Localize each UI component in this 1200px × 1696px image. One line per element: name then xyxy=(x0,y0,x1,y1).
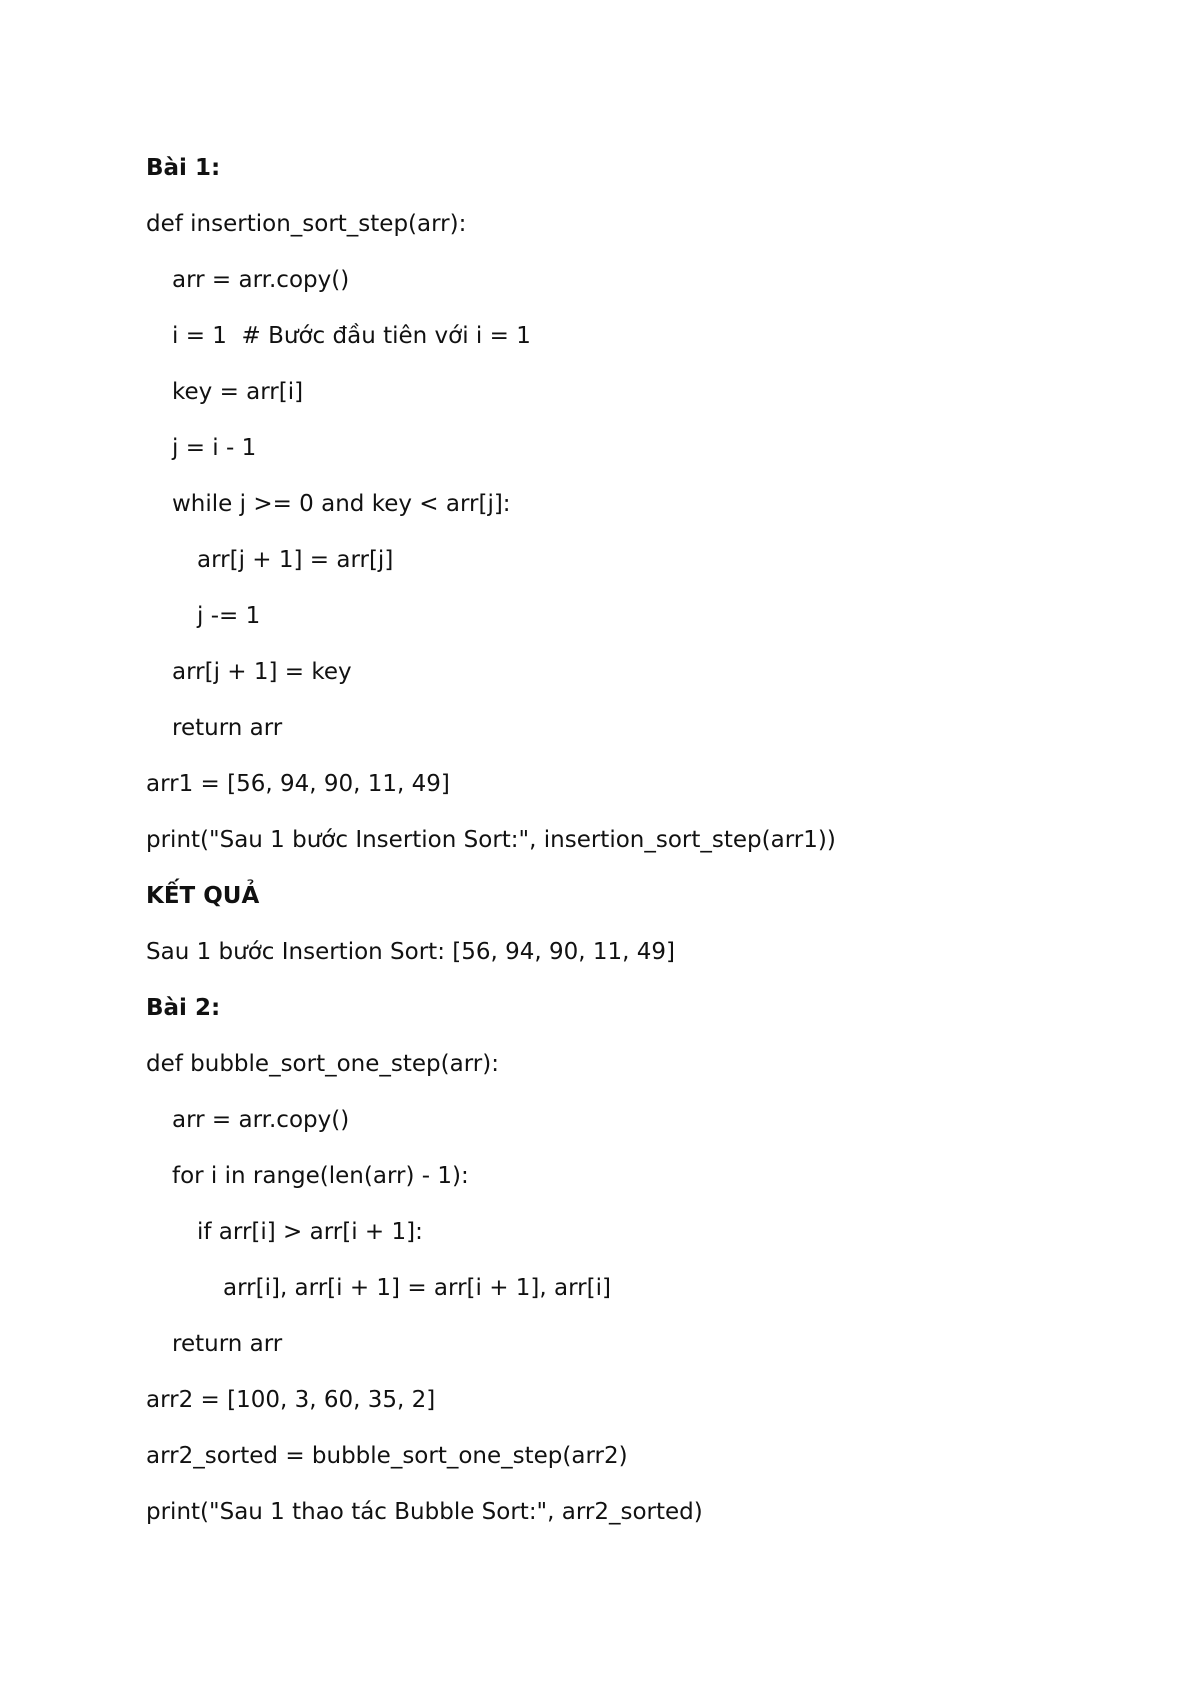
code-line: arr1 = [56, 94, 90, 11, 49] xyxy=(146,771,450,797)
code-line: arr2_sorted = bubble_sort_one_step(arr2) xyxy=(146,1443,628,1469)
code-line: print("Sau 1 thao tác Bubble Sort:", arr2_sorted) xyxy=(146,1499,703,1525)
code-line: arr[i], arr[i + 1] = arr[i + 1], arr[i] xyxy=(223,1275,611,1301)
code-line: while j >= 0 and key < arr[j]: xyxy=(172,491,511,517)
code-line: def bubble_sort_one_step(arr): xyxy=(146,1051,499,1077)
document-body xyxy=(146,140,1126,1540)
exercise-2-heading: Bài 2: xyxy=(146,995,221,1021)
code-line: j -= 1 xyxy=(197,603,261,629)
code-line: print("Sau 1 bước Insertion Sort:", insertion_sort_step(arr1)) xyxy=(146,827,836,853)
exercise-1-heading: Bài 1: xyxy=(146,155,221,181)
code-line: i = 1 # Bước đầu tiên với i = 1 xyxy=(172,323,531,349)
code-line: key = arr[i] xyxy=(172,379,304,405)
code-line: j = i - 1 xyxy=(172,435,257,461)
code-line: arr[j + 1] = key xyxy=(172,659,352,685)
code-line: return arr xyxy=(172,1331,283,1357)
code-line: def insertion_sort_step(arr): xyxy=(146,211,467,237)
code-line: arr = arr.copy() xyxy=(172,267,350,293)
code-line: for i in range(len(arr) - 1): xyxy=(172,1163,469,1189)
result-text: Sau 1 bước Insertion Sort: [56, 94, 90, 11, 49] xyxy=(146,939,676,965)
code-line: arr2 = [100, 3, 60, 35, 2] xyxy=(146,1387,436,1413)
code-line: if arr[i] > arr[i + 1]: xyxy=(197,1219,423,1245)
code-line: return arr xyxy=(172,715,283,741)
code-line: arr[j + 1] = arr[j] xyxy=(197,547,394,573)
code-line: arr = arr.copy() xyxy=(172,1107,350,1133)
result-heading: KẾT QUẢ xyxy=(146,883,260,909)
